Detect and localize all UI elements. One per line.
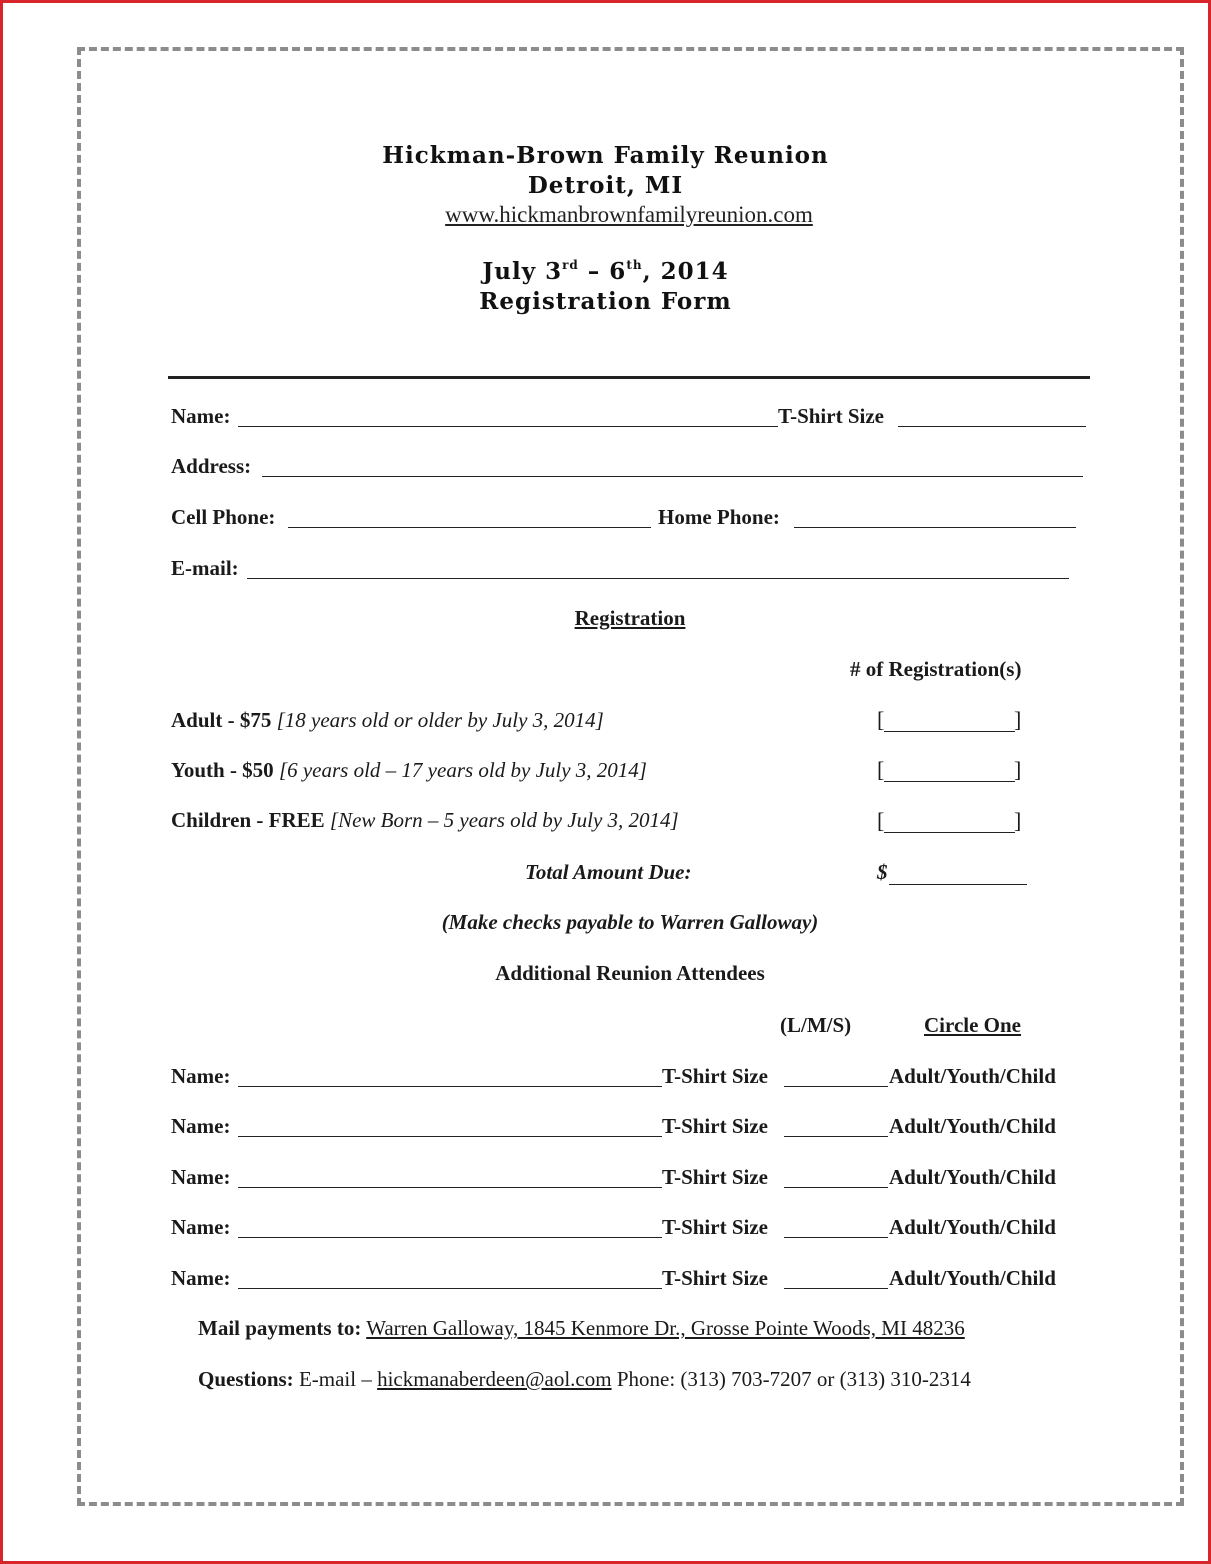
attendee-name-label: Name: [171,1114,231,1138]
size-header: (L/M/S) [780,1013,852,1037]
dollar-sign: $ [877,860,888,884]
attendee-name-field[interactable] [238,1288,662,1289]
attendees-heading: Additional Reunion Attendees [495,961,765,985]
attendee-type-choice[interactable]: Adult/Youth/Child [889,1266,1056,1290]
attendee-tshirt-label: T-Shirt Size [662,1114,768,1138]
attendee-tshirt-field[interactable] [784,1136,888,1137]
attendee-name-label: Name: [171,1215,231,1239]
email-field[interactable] [247,578,1069,579]
attendee-tshirt-field[interactable] [784,1187,888,1188]
attendee-name-label: Name: [171,1064,231,1088]
cell-phone-label: Cell Phone: [171,505,276,529]
name-field[interactable] [238,426,778,427]
location-title: Detroit, MI [527,172,684,199]
mail-payments: Mail payments to: Warren Galloway, 1845 Kenmore Dr., Grosse Pointe Woods, MI 48236 [198,1316,965,1340]
attendee-name-field[interactable] [238,1187,662,1188]
mail-address: Warren Galloway, 1845 Kenmore Dr., Grosse Pointe Woods, MI 48236 [366,1316,965,1340]
attendee-type-choice[interactable]: Adult/Youth/Child [889,1114,1056,1138]
attendee-name-label: Name: [171,1266,231,1290]
address-field[interactable] [262,476,1083,477]
home-phone-label: Home Phone: [658,505,780,529]
website-link[interactable]: www.hickmanbrownfamilyreunion.com [445,202,813,227]
questions-line: Questions: E-mail – hickmanaberdeen@aol.com Phone: (313) 703-7207 or (313) 310-2314 [198,1367,971,1391]
attendee-tshirt-label: T-Shirt Size [662,1266,768,1290]
form-title: Registration Form [479,288,732,315]
children-count-close: ] [1014,808,1022,833]
registration-count-header: # of Registration(s) [850,657,1022,681]
email-label: E-mail: [171,556,239,580]
adult-registration: Adult - $75 [18 years old or older by July 3, 2014] [171,708,604,732]
adult-count-open: [ [877,707,885,732]
attendee-name-label: Name: [171,1165,231,1189]
attendee-type-choice[interactable]: Adult/Youth/Child [889,1064,1056,1088]
children-count-open: [ [877,808,885,833]
attendee-type-choice[interactable]: Adult/Youth/Child [889,1165,1056,1189]
event-dates: July 3rd – 6th, 2014 [482,258,729,285]
org-title: Hickman-Brown Family Reunion [382,142,829,169]
name-label: Name: [171,404,231,428]
tshirt-size-field[interactable] [898,426,1086,427]
attendee-name-field[interactable] [238,1237,662,1238]
attendee-tshirt-label: T-Shirt Size [662,1165,768,1189]
attendee-tshirt-field[interactable] [784,1086,888,1087]
header-divider [168,376,1090,379]
registration-heading: Registration [574,606,686,630]
adult-count-close: ] [1014,707,1022,732]
youth-count-close: ] [1014,757,1022,782]
attendee-name-field[interactable] [238,1086,662,1087]
total-amount-label: Total Amount Due: [525,860,692,884]
attendee-tshirt-field[interactable] [784,1237,888,1238]
home-phone-field[interactable] [794,527,1076,528]
adult-count-field[interactable] [884,731,1015,732]
attendee-tshirt-label: T-Shirt Size [662,1215,768,1239]
attendee-tshirt-label: T-Shirt Size [662,1064,768,1088]
address-label: Address: [171,454,252,478]
children-count-field[interactable] [884,832,1015,833]
total-amount-field[interactable] [889,884,1027,885]
attendee-type-choice[interactable]: Adult/Youth/Child [889,1215,1056,1239]
children-registration: Children - FREE [New Born – 5 years old by July 3, 2014] [171,808,679,832]
youth-count-field[interactable] [884,781,1015,782]
youth-registration: Youth - $50 [6 years old – 17 years old by July 3, 2014] [171,758,647,782]
checks-note: (Make checks payable to Warren Galloway) [441,910,819,934]
contact-email-link[interactable]: hickmanaberdeen@aol.com [377,1367,612,1391]
circle-one-header: Circle One [924,1013,1022,1037]
attendee-tshirt-field[interactable] [784,1288,888,1289]
tshirt-size-label: T-Shirt Size [778,404,884,428]
youth-count-open: [ [877,757,885,782]
attendee-name-field[interactable] [238,1136,662,1137]
cell-phone-field[interactable] [288,527,651,528]
